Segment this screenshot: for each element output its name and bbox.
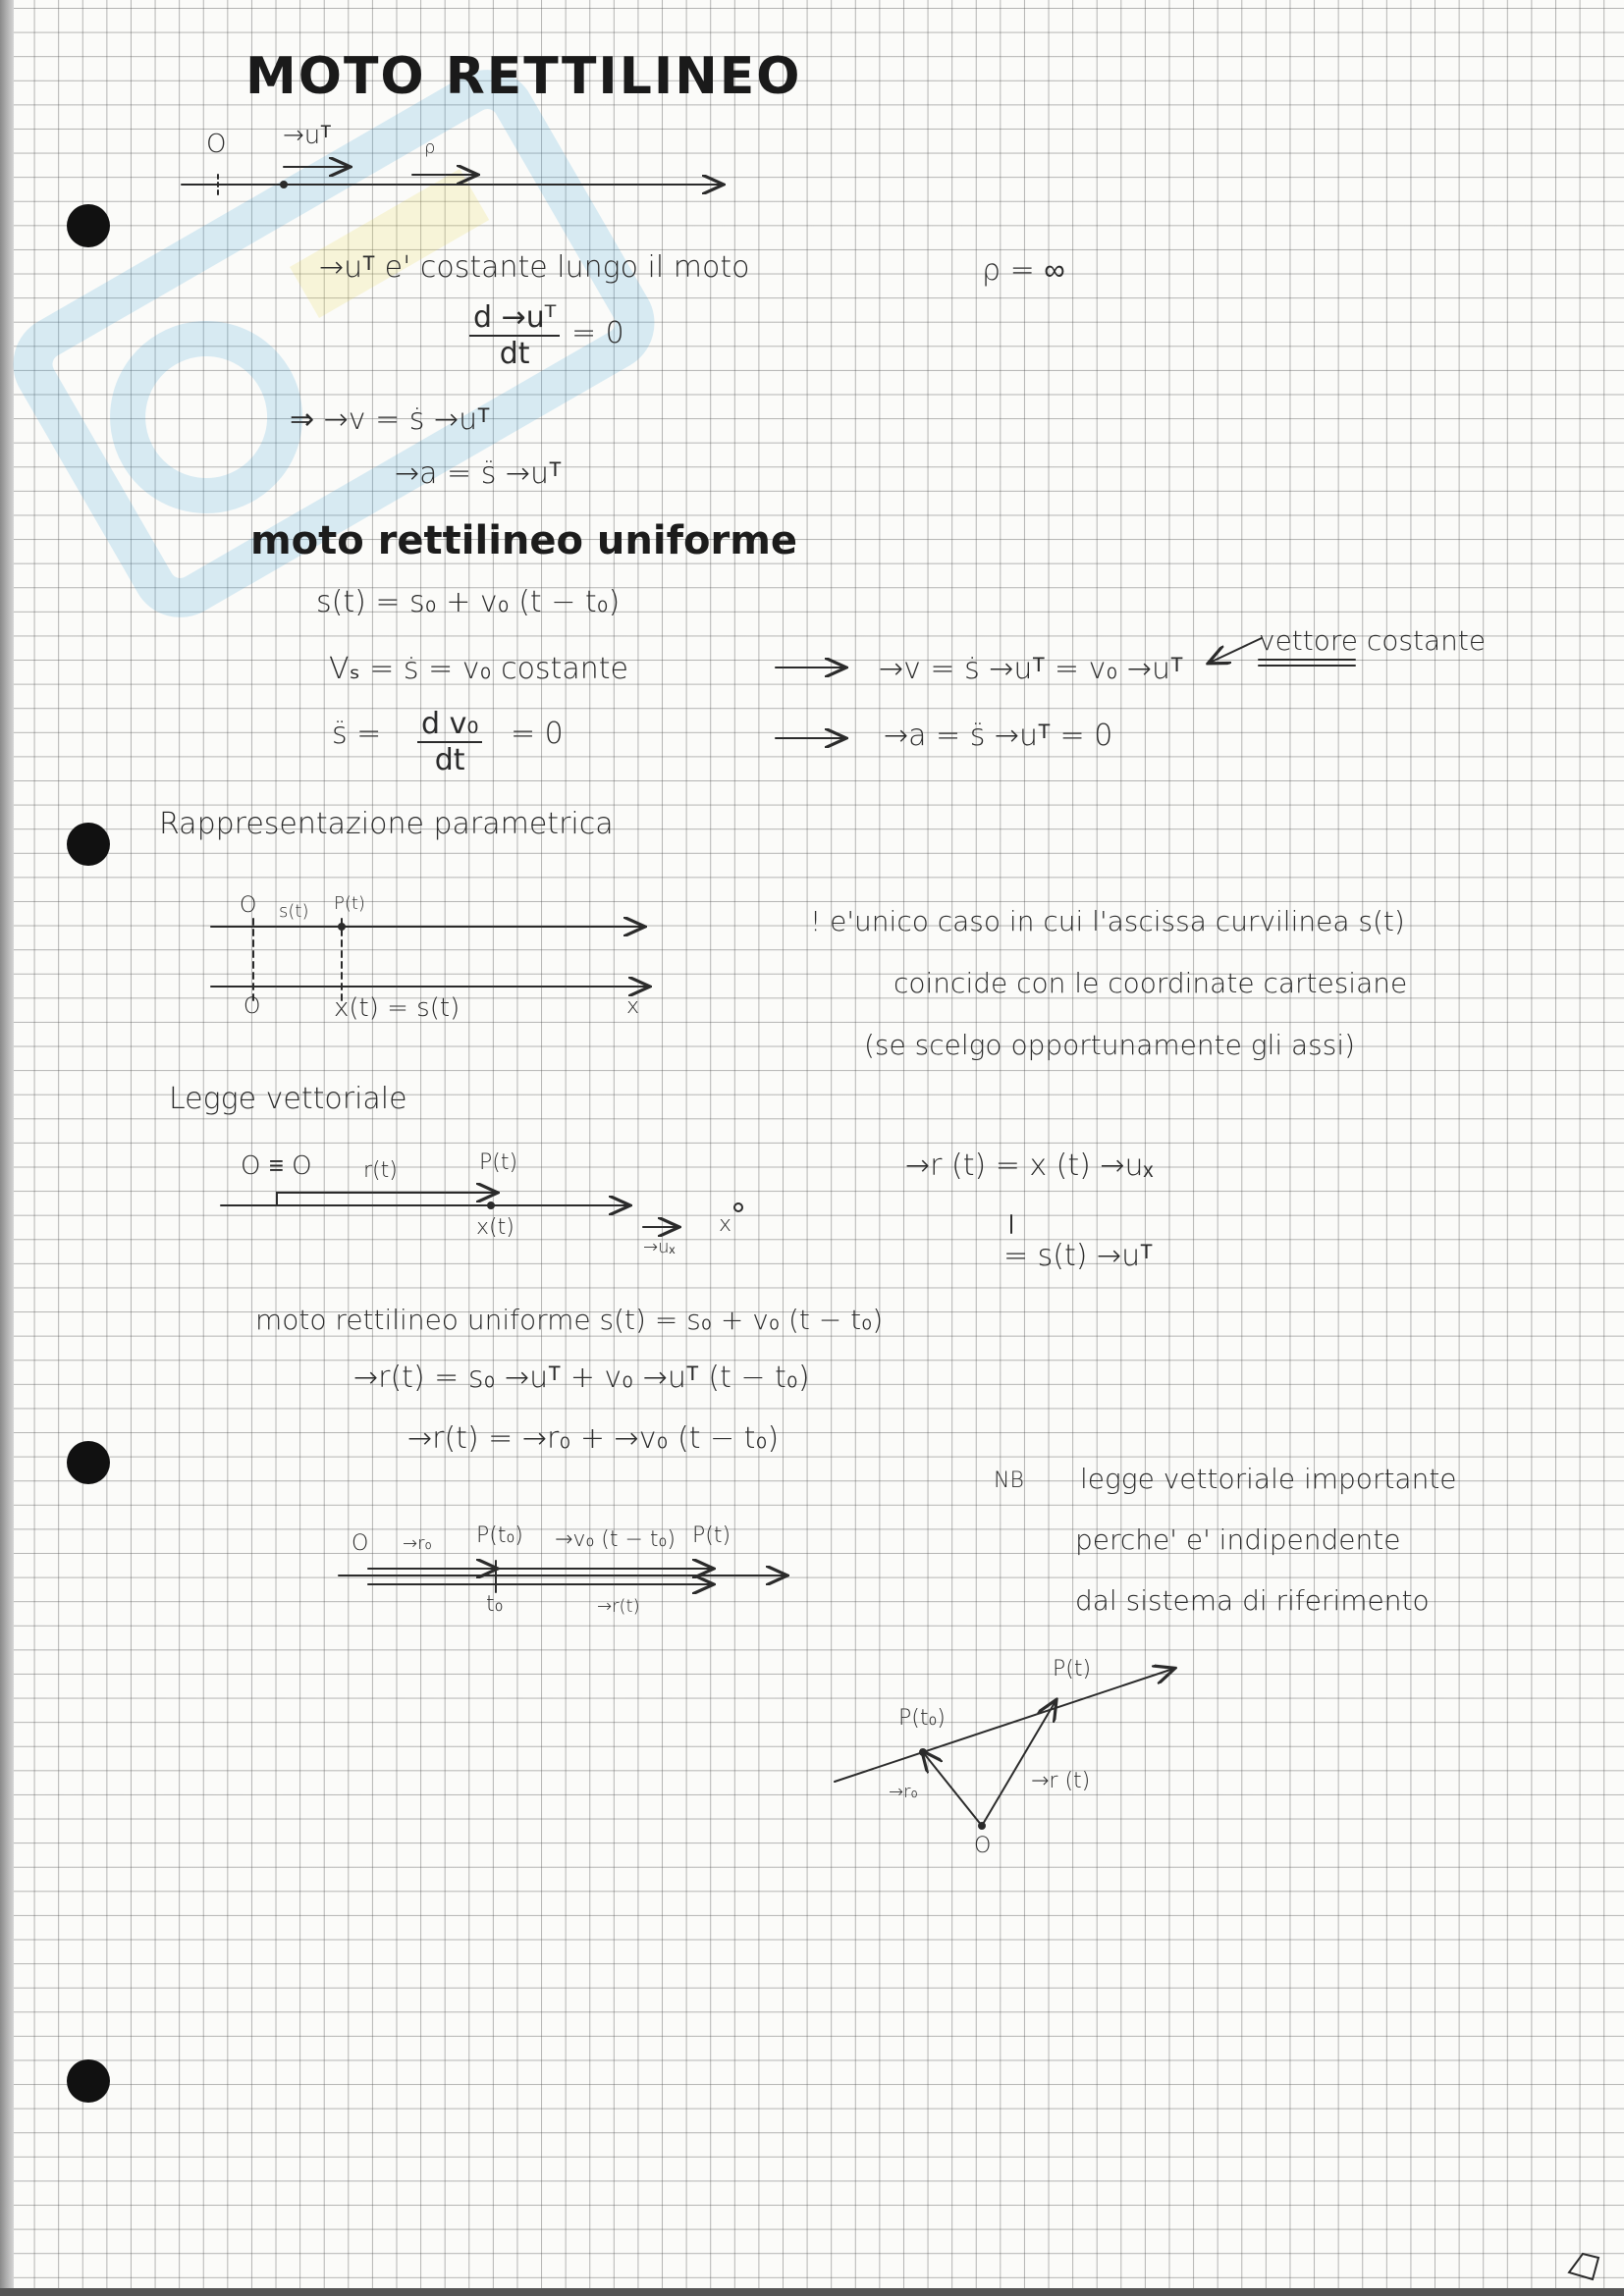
nb-line-1: legge vettoriale importante — [1080, 1463, 1457, 1495]
vl-ux-label: →uₓ — [643, 1237, 676, 1257]
binder-hole-4 — [67, 2059, 110, 2103]
acceleration-formula: →a = s̈ →uᵀ — [395, 456, 563, 491]
velocity-formula: ⇒ →v = ṡ →uᵀ — [290, 402, 491, 437]
vector-velocity: →v = ṡ →uᵀ = v₀ →uᵀ — [879, 652, 1184, 686]
rho-infinity: ρ = ∞ — [982, 253, 1065, 288]
param-p-label: P(t) — [334, 893, 365, 914]
line-o-label: O — [352, 1531, 369, 1556]
binder-hole-3 — [67, 1441, 110, 1484]
heading-parametric: Rappresentazione parametrica — [159, 807, 614, 841]
param-x-equals-s: x(t) = s(t) — [334, 993, 460, 1023]
nb-line-2: perche' e' indipendente — [1075, 1523, 1401, 1556]
constant-tangent-text: →uᵀ e' costante lungo il moto — [319, 250, 750, 285]
vl-r-label: r(t) — [363, 1158, 398, 1183]
line-rt-label: →r(t) — [597, 1596, 640, 1617]
line-t0-label: t₀ — [486, 1592, 504, 1617]
vector-law-eq-2: = s(t) →uᵀ — [1003, 1239, 1154, 1273]
line-pt0-label: P(t₀) — [476, 1523, 523, 1548]
constant-vector-note: vettore costante — [1259, 624, 1487, 657]
derivative-numerator: d →uᵀ — [469, 300, 560, 337]
acceleration-numerator: d v₀ — [417, 707, 482, 743]
position-law: s(t) = s₀ + v₀ (t − t₀) — [316, 585, 621, 619]
unit-tangent-label: →uᵀ — [283, 121, 332, 150]
param-note-line-3: (se scelgo opportunamente gli assi) — [864, 1029, 1356, 1061]
param-o-top: O — [240, 893, 257, 918]
vl-origin-label: O ≡ O — [241, 1151, 312, 1181]
param-x-axis-label: x — [626, 994, 640, 1019]
acceleration-denominator: dt — [434, 743, 465, 777]
nb-label: NB — [994, 1468, 1024, 1493]
tri-r0-label: →r₀ — [889, 1782, 918, 1802]
scalar-velocity: Vₛ = ṡ = v₀ costante — [329, 652, 628, 686]
vector-acceleration: →a = s̈ →uᵀ = 0 — [884, 719, 1113, 753]
vl-axis-x: x — [719, 1212, 732, 1237]
derivative-equals: = 0 — [571, 316, 624, 350]
tri-pt-label: P(t) — [1053, 1657, 1092, 1682]
vector-law-eq-1: →r (t) = x (t) →uₓ — [905, 1148, 1154, 1183]
tri-pt0-label: P(t₀) — [898, 1706, 946, 1731]
point-o-label: O — [206, 130, 227, 159]
rho-label: ρ — [424, 137, 436, 158]
param-note-line-2: coincide con le coordinate cartesiane — [893, 967, 1408, 999]
tri-o-label: O — [974, 1834, 992, 1858]
param-note-line-1: ! e'unico caso in cui l'ascissa curvilinea s(t) — [810, 905, 1405, 937]
page-title: MOTO RETTILINEO — [245, 47, 802, 106]
param-o-bottom: O — [244, 994, 261, 1019]
acceleration-fraction — [417, 707, 482, 777]
scalar-acceleration-left: s̈ = — [332, 717, 382, 751]
derivative-denominator: dt — [499, 337, 530, 371]
vl-p-label: P(t) — [479, 1150, 518, 1175]
uniform-motion-recall: moto rettilineo uniforme s(t) = s₀ + v₀ (t − t₀) — [255, 1304, 884, 1336]
scalar-acceleration-zero: = 0 — [511, 717, 564, 751]
paper-bottom-edge — [0, 2288, 1624, 2296]
vector-law-eq-4: →r(t) = →r₀ + →v₀ (t − t₀) — [407, 1421, 780, 1456]
heading-vector-law: Legge vettoriale — [169, 1082, 407, 1116]
line-pt-label: P(t) — [692, 1523, 731, 1548]
binder-hole-2 — [67, 823, 110, 866]
line-v0-label: →v₀ (t − t₀) — [555, 1527, 676, 1552]
line-r0-label: →r₀ — [403, 1533, 432, 1554]
tri-rt-label: →r (t) — [1031, 1769, 1091, 1793]
derivative-fraction — [469, 300, 560, 371]
heading-uniform-motion: moto rettilineo uniforme — [250, 518, 798, 563]
param-s-label: s(t) — [279, 901, 309, 922]
vl-x-label: x(t) — [476, 1215, 514, 1240]
nb-line-3: dal sistema di riferimento — [1075, 1584, 1430, 1617]
vector-law-eq-3: →r(t) = s₀ →uᵀ + v₀ →uᵀ (t − t₀) — [353, 1361, 810, 1395]
